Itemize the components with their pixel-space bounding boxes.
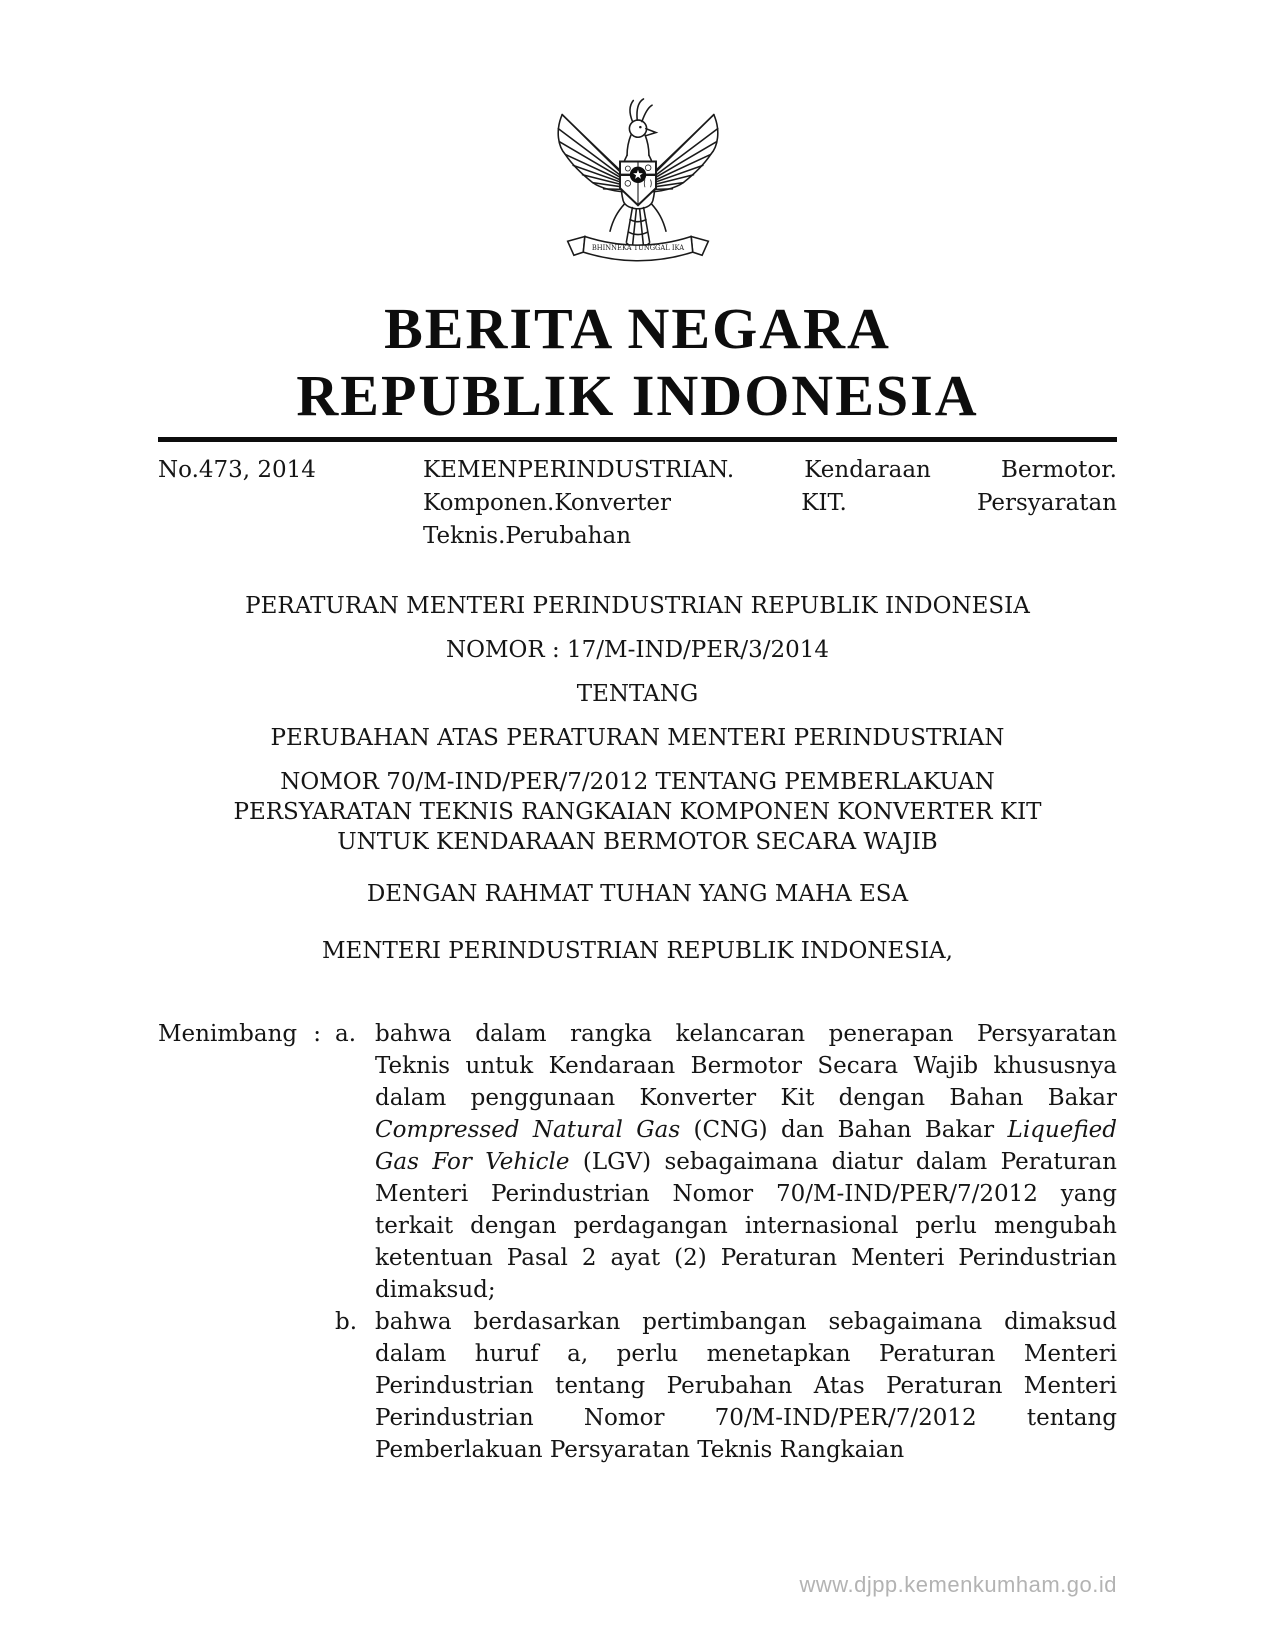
considering-label [158, 1018, 335, 1466]
considering-item-a [335, 1018, 1117, 1306]
title-line: NOMOR 70/M-IND/PER/7/2012 TENTANG PEMBERLAKUAN [280, 769, 995, 795]
gazette-header [158, 454, 1117, 553]
subject-line: KEMENPERINDUSTRIAN. Kendaraan Bermotor. [423, 457, 1117, 483]
national-emblem [158, 0, 1117, 289]
regulation-title-block [158, 591, 1117, 966]
garuda-pancasila-icon [552, 88, 724, 285]
regulation-number: NOMOR : 17/M-IND/PER/3/2014 [445, 637, 830, 663]
item-text [375, 1306, 1117, 1466]
item-text-segment: (CNG) dan Bahan Bakar [680, 1117, 1008, 1143]
item-marker: b. [335, 1309, 358, 1335]
considering-label-text: Menimbang [158, 1021, 298, 1047]
subject-line: Teknis.Perubahan [423, 523, 632, 549]
title-line: UNTUK KENDARAAN BERMOTOR SECARA WAJIB [337, 829, 938, 855]
masthead-line2: REPUBLIK INDONESIA [296, 363, 979, 428]
banner-ribbon [567, 237, 708, 261]
masthead-rule [158, 437, 1117, 442]
title-line: PERSYARATAN TEKNIS RANGKAIAN KOMPONEN KONVERTER KIT [233, 799, 1042, 825]
considering-items [335, 1018, 1117, 1466]
subject-line: Komponen.Konverter KIT. Persyaratan [423, 490, 1117, 516]
masthead-line1: BERITA NEGARA [384, 296, 891, 361]
issue-number: No.473, 2014 [158, 457, 316, 483]
considering-item-b [335, 1306, 1117, 1466]
considering-section [158, 1018, 1117, 1466]
item-text-segment: bahwa dalam rangka kelancaran penerapan Persyaratan Teknis untuk Kendaraan Bermotor Secara Wajib khususnya dalam penggunaan Konverter Kit dengan Bahan Bakar [375, 1021, 1117, 1111]
item-text [375, 1018, 1117, 1306]
item-text-italic-segment: Compressed Natural Gas [375, 1117, 681, 1143]
pancasila-shield [620, 161, 656, 205]
title-line: TENTANG [576, 681, 699, 707]
masthead [158, 295, 1117, 429]
invocation-line: DENGAN RAHMAT TUHAN YANG MAHA ESA [366, 881, 909, 907]
item-text-segment: (LGV) sebagaimana diatur dalam Peraturan Menteri Perindustrian Nomor 70/M-IND/PER/7/2012 yang terkait dengan perdagangan internasional perlu mengubah ketentuan Pasal 2 ayat (2) Peraturan Menteri Perindustrian dimaksud; [375, 1149, 1117, 1303]
item-text-segment: bahwa berdasarkan pertimbangan sebagaimana dimaksud dalam huruf a, perlu menetapkan Peraturan Menteri Perindustrian tentang Perubahan Atas Peraturan Menteri Perindustrian Nomor 70/M-IND/PER/7/2012 tentang Pemberlakuan Persyaratan Teknis Rangkaian [375, 1309, 1117, 1463]
title-line: PERUBAHAN ATAS PERATURAN MENTERI PERINDUSTRIAN [270, 725, 1005, 751]
banner-text: BHINNEKA TUNGGAL IKA [591, 242, 685, 252]
issuing-authority-line: MENTERI PERINDUSTRIAN REPUBLIK INDONESIA, [322, 938, 953, 964]
title-line: PERATURAN MENTERI PERINDUSTRIAN REPUBLIK INDONESIA [245, 593, 1030, 619]
item-marker: a. [335, 1021, 357, 1047]
subject-keywords [423, 454, 1117, 553]
item-text-italic-segment: Liquefied Gas For Vehicle [375, 1117, 1117, 1175]
watermark-url: www.djpp.kemenkumham.go.id [799, 1572, 1117, 1597]
garuda-legs [609, 204, 665, 232]
considering-colon: : [313, 1021, 321, 1047]
